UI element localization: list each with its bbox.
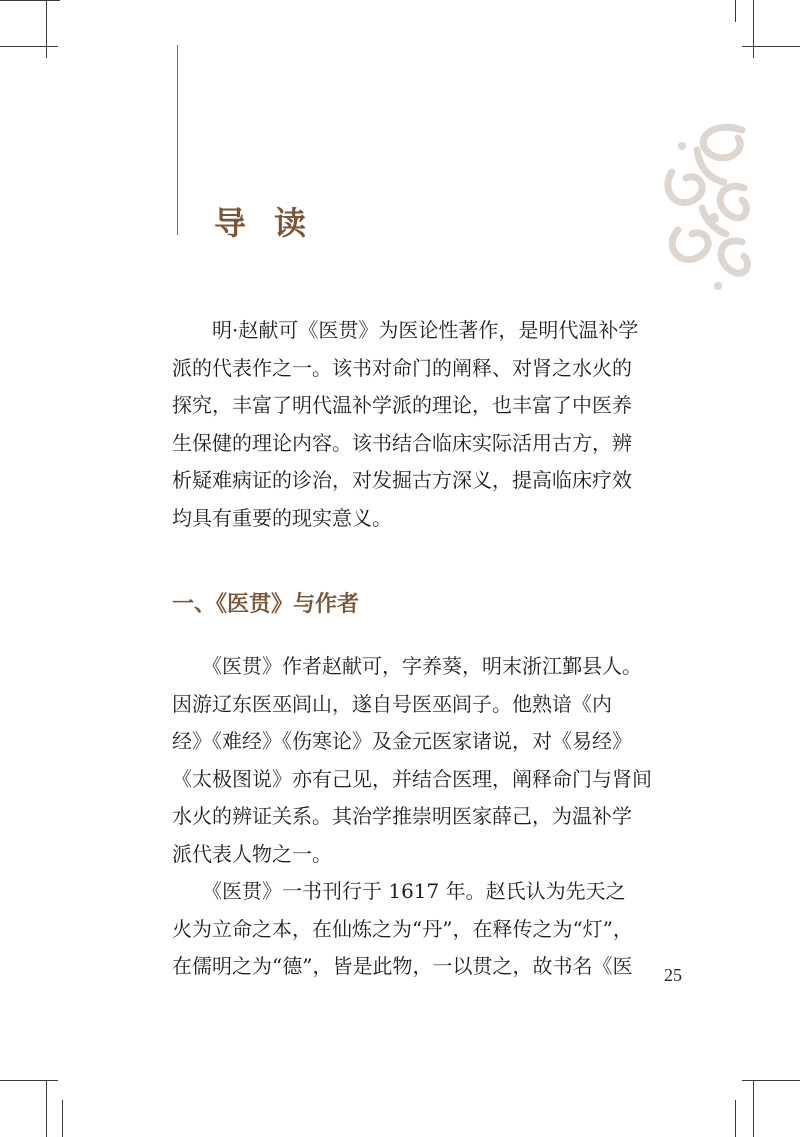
intro-line: 生保健的理论内容。该书结合临床实际活用古方，辨 xyxy=(172,430,632,455)
intro-line: 派的代表作之一。该书对命门的阐释、对肾之水火的 xyxy=(172,355,632,380)
chapter-title: 导读 xyxy=(214,204,335,242)
body-line: 经》《难经》《伤寒论》及金元医家诸说，对《易经》 xyxy=(172,729,632,753)
crop-mark-bottom-right-v xyxy=(753,1080,754,1137)
intro-line: 均具有重要的现实意义。 xyxy=(172,505,392,530)
intro-line: 探究，丰富了明代温补学派的理论，也丰富了中医养 xyxy=(172,393,632,417)
body-line: 火为立命之本，在仙炼之为“丹”，在释传之为“灯”， xyxy=(172,916,633,941)
crop-mark-bottom-left-v2 xyxy=(62,1100,63,1137)
cloud-scroll-ornament-icon xyxy=(652,110,752,290)
body-line: 《医贯》一书刊行于 1617 年。赵氏认为先天之 xyxy=(172,879,626,903)
crop-mark-bottom-right-h xyxy=(742,1080,800,1081)
body-line: 《医贯》作者赵献可，字养葵，明末浙江鄞县人。 xyxy=(172,654,642,678)
crop-mark-top-left-h2 xyxy=(0,0,60,1)
crop-mark-bottom-right-v2 xyxy=(735,1100,736,1137)
body-line: 因游辽东医巫闾山，遂自号医巫闾子。他熟谙《内 xyxy=(172,691,612,716)
intro-line: 析疑难病证的诊治，对发掘古方深义，提高临床疗效 xyxy=(172,468,632,492)
body-line: 在儒明之为“德”，皆是此物，一以贯之，故书名《医 xyxy=(172,954,633,978)
crop-mark-bottom-left-v xyxy=(46,1080,47,1137)
section-body xyxy=(172,648,652,986)
body-line: 水火的辨证关系。其治学推崇明医家薛己，为温补学 xyxy=(172,804,632,828)
crop-mark-top-right-v2 xyxy=(735,0,736,22)
body-line: 派代表人物之一。 xyxy=(172,841,332,866)
intro-line: 明·赵献可《医贯》为医论性著作，是明代温补学 xyxy=(172,318,639,342)
page-number: 25 xyxy=(664,965,682,985)
crop-mark-bottom-left-h xyxy=(0,1080,58,1081)
crop-mark-top-right-v xyxy=(753,0,754,58)
crop-mark-top-left-v xyxy=(46,0,47,58)
crop-mark-top-right-h xyxy=(742,46,800,47)
section-heading: 一、《医贯》与作者 xyxy=(172,591,360,617)
crop-mark-top-left-h xyxy=(0,46,58,47)
intro-paragraph xyxy=(172,312,652,537)
body-line: 《太极图说》亦有己见，并结合医理，阐释命门与肾间 xyxy=(172,766,652,791)
heading-vertical-rule xyxy=(177,45,178,235)
